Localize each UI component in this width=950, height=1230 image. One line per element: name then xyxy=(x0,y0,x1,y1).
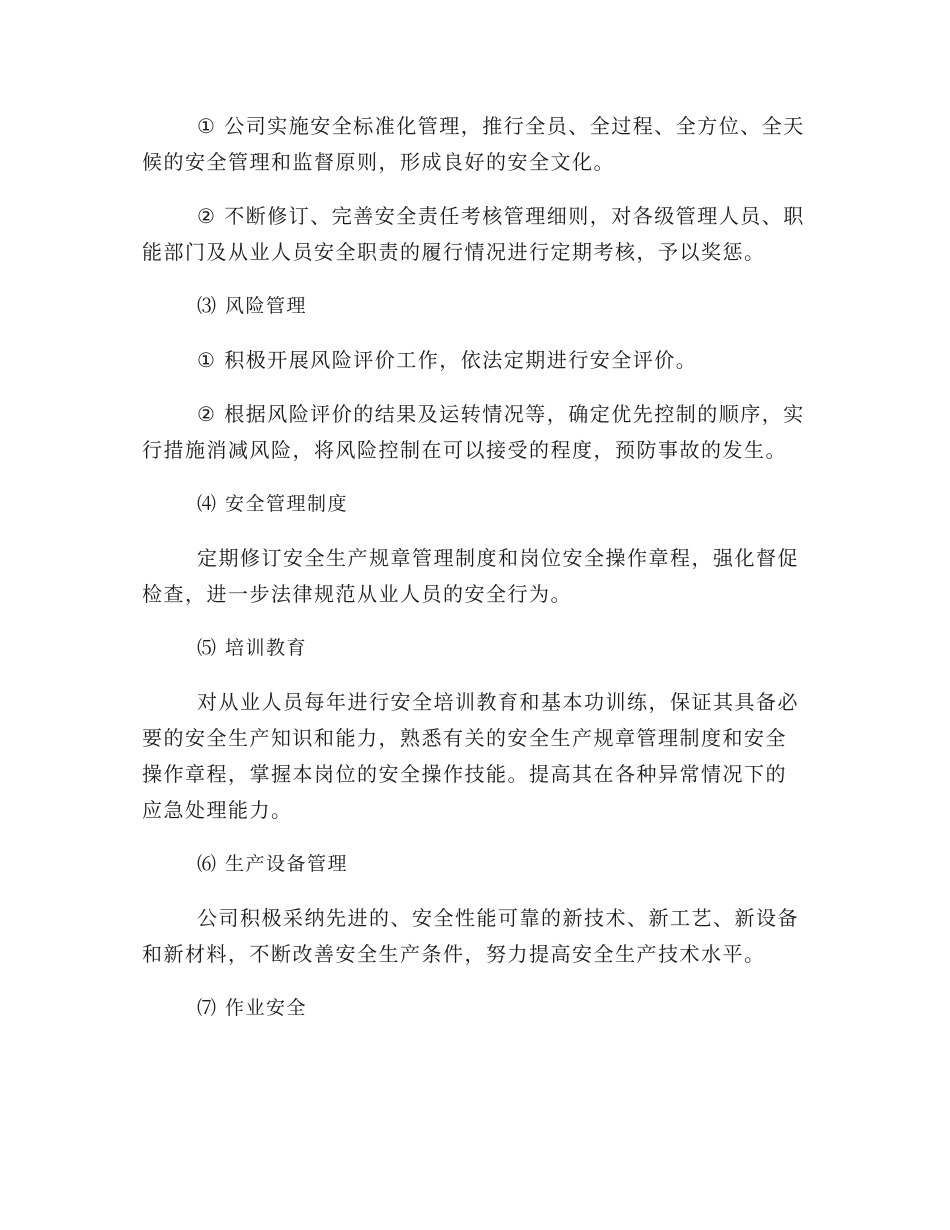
section-heading-equipment: ⑹ 生产设备管理 xyxy=(197,853,349,875)
section-heading-risk-management: ⑶ 风险管理 xyxy=(197,295,308,317)
section-heading-safety-rules: ⑷ 安全管理制度 xyxy=(197,493,349,515)
paragraph-safety-rules: 定期修订安全生产规章管理制度和岗位安全操作章程，强化督促检查，进一步法律规范从业人员的安全行为。 xyxy=(142,546,799,606)
section-heading-training: ⑸ 培训教育 xyxy=(197,637,308,659)
paragraph-risk-evaluation: ① 积极开展风险评价工作，依法定期进行安全评价。 xyxy=(197,348,698,372)
paragraph-risk-control: ② 根据风险评价的结果及运转情况等，确定优先控制的顺序，实行措施消减风险，将风险控制在可以接受的程度，预防事故的发生。 xyxy=(142,402,805,462)
paragraph-safety-standardization: ① 公司实施安全标准化管理，推行全员、全过程、全方位、全天候的安全管理和监督原则，形成良好的安全文化。 xyxy=(142,114,805,174)
section-heading-operation-safety: ⑺ 作业安全 xyxy=(197,997,308,1019)
paragraph-training: 对从业人员每年进行安全培训教育和基本功训练，保证其具备必要的安全生产知识和能力，熟悉有关的安全生产规章管理制度和安全操作章程，掌握本岗位的安全操作技能。提高其在各种异常情况下的应急处理能力。 xyxy=(142,690,799,822)
paragraph-equipment: 公司积极采纳先进的、安全性能可靠的新技术、新工艺、新设备和新材料，不断改善安全生产条件，努力提高安全生产技术水平。 xyxy=(142,906,799,966)
paragraph-responsibility-assessment: ② 不断修订、完善安全责任考核管理细则，对各级管理人员、职能部门及从业人员安全职责的履行情况进行定期考核，予以奖惩。 xyxy=(142,204,805,264)
